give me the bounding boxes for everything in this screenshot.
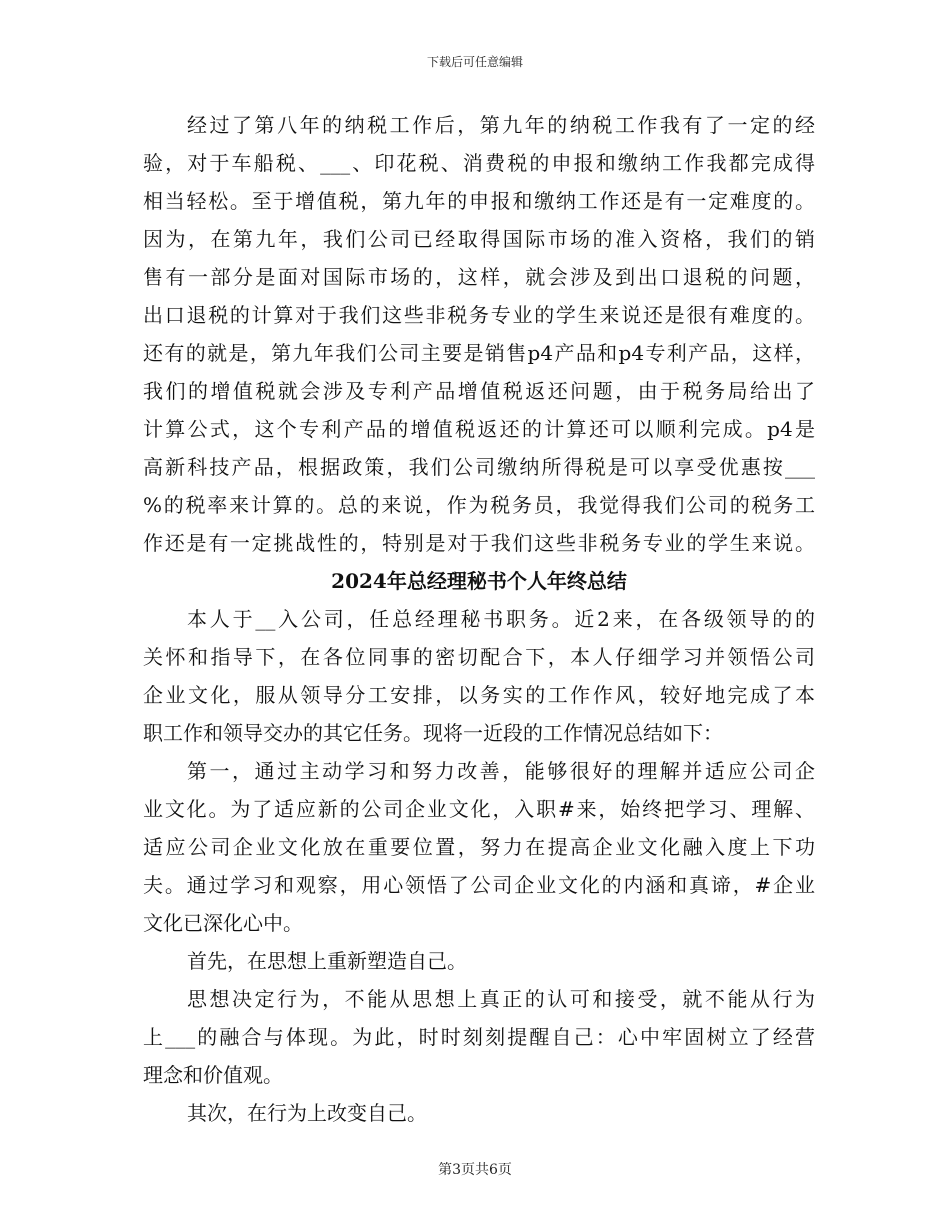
paragraph-line: 还有的就是，第九年我们公司主要是销售p4产品和p4专利产品，这样， xyxy=(143,341,815,365)
paragraph-line: 上___的融合与体现。为此，时时刻刻提醒自己：心中牢固树立了经营 xyxy=(143,1025,815,1049)
paragraph-line: 计算公式，这个专利产品的增值税返还的计算还可以顺利完成。p4是 xyxy=(143,417,815,441)
paragraph-line: 因为，在第九年，我们公司已经取得国际市场的准入资格，我们的销 xyxy=(143,227,815,251)
paragraph-line: 高新科技产品，根据政策，我们公司缴纳所得税是可以享受优惠按___ xyxy=(143,455,815,479)
paragraph-line: 经过了第八年的纳税工作后，第九年的纳税工作我有了一定的经 xyxy=(187,113,815,137)
paragraph-line: 相当轻松。至于增值税，第九年的申报和缴纳工作还是有一定难度的。 xyxy=(143,189,815,213)
paragraph-line: 理念和价值观。 xyxy=(143,1063,283,1087)
paragraph-line: 售有一部分是面对国际市场的，这样，就会涉及到出口退税的问题， xyxy=(143,265,815,289)
paragraph-line: 文化已深化心中。 xyxy=(143,911,303,935)
paragraph-line: 适应公司企业文化放在重要位置，努力在提高企业文化融入度上下功 xyxy=(143,835,815,859)
paragraph-line: 思想决定行为，不能从思想上真正的认可和接受，就不能从行为 xyxy=(187,987,815,1011)
paragraph-line: 其次，在行为上改变自己。 xyxy=(187,1101,427,1125)
paragraph-line: 第一，通过主动学习和努力改善，能够很好的理解并适应公司企 xyxy=(187,759,815,783)
paragraph-line: %的税率来计算的。总的来说，作为税务员，我觉得我们公司的税务工 xyxy=(143,493,815,517)
paragraph-line: 我们的增值税就会涉及专利产品增值税返还问题，由于税务局给出了 xyxy=(143,379,815,403)
paragraph-line: 夫。通过学习和观察，用心领悟了公司企业文化的内涵和真谛，#企业 xyxy=(143,873,815,897)
page-footer: 第3页共6页 xyxy=(438,1162,512,1178)
paragraph-line: 本人于__入公司，任总经理秘书职务。近2来，在各级领导的的 xyxy=(187,607,815,631)
paragraph-line: 关怀和指导下，在各位同事的密切配合下，本人仔细学习并领悟公司 xyxy=(143,645,815,669)
paragraph-line: 企业文化，服从领导分工安排，以务实的工作作风，较好地完成了本 xyxy=(143,683,815,707)
paragraph-line: 首先，在思想上重新塑造自己。 xyxy=(187,949,467,973)
paragraph-line: 职工作和领导交办的其它任务。现将一近段的工作情况总结如下： xyxy=(143,721,723,745)
paragraph-line: 业文化。为了适应新的公司企业文化，入职#来，始终把学习、理解、 xyxy=(143,797,815,821)
paragraph-line: 验，对于车船税、___、印花税、消费税的申报和缴纳工作我都完成得 xyxy=(143,151,815,175)
section-title: 2024年总经理秘书个人年终总结 xyxy=(331,569,627,593)
paragraph-line: 作还是有一定挑战性的，特别是对于我们这些非税务专业的学生来说。 xyxy=(143,531,815,555)
page-header: 下载后可任意编辑 xyxy=(426,55,523,69)
paragraph-line: 出口退税的计算对于我们这些非税务专业的学生来说还是很有难度的。 xyxy=(143,303,815,327)
